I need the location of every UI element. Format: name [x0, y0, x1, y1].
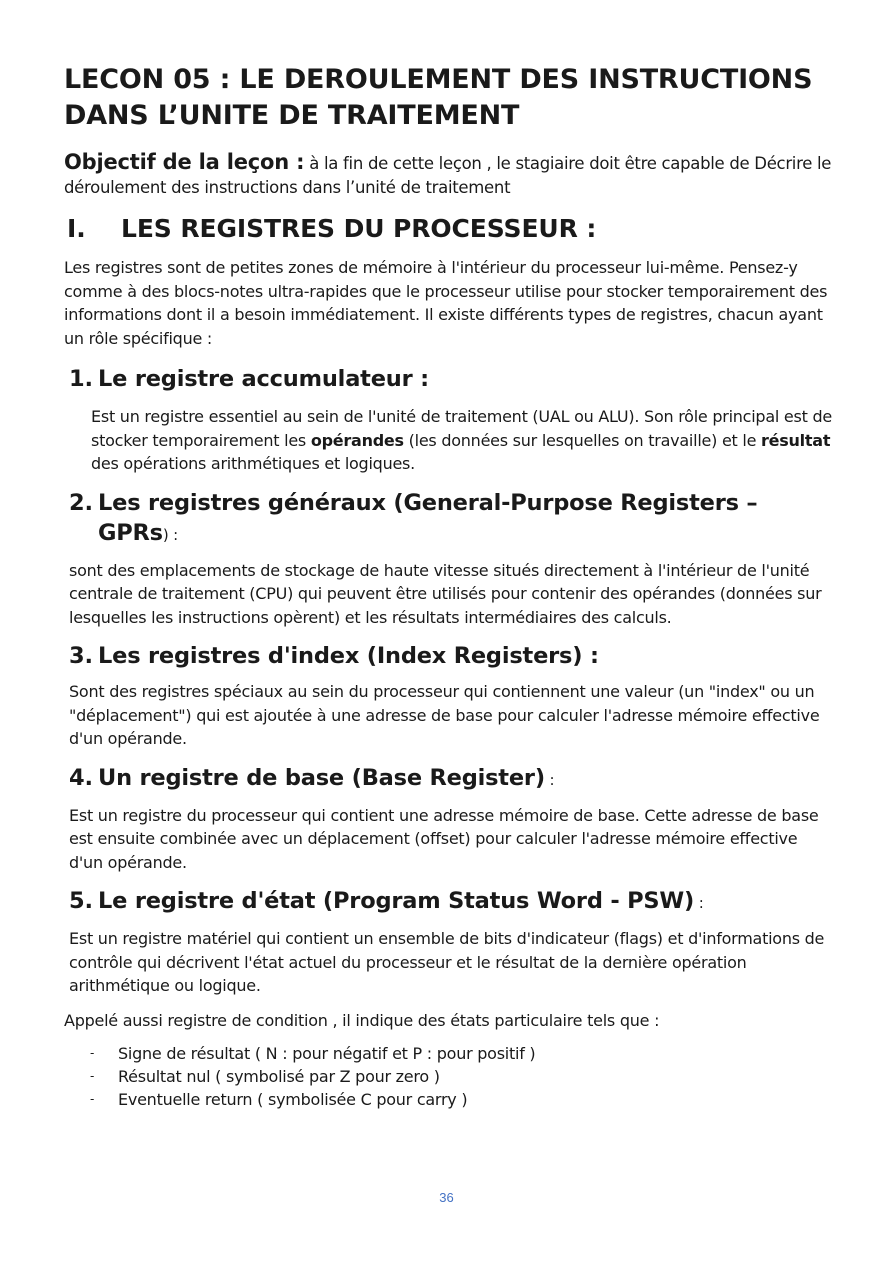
bullet-dash: - — [90, 1046, 95, 1060]
subsection-number: 3. — [69, 643, 93, 669]
subsection-title-text: Les registres généraux (General-Purpose Registers – GPRs — [98, 489, 758, 546]
general-registers-description: sont des emplacements de stockage de haute vitesse situés directement à l'intérieur de l'unité centrale de traitement (CPU) qui peuvent être utilisés pour contenir des opérandes (données sur lesquelles les instructions opèrent) et les résultats intermédiaires des calculs. — [69, 560, 822, 627]
subsection-title-text: Un registre de base (Base Register) — [98, 764, 545, 791]
lesson-objective — [64, 150, 834, 200]
subsection-title-tail: : — [544, 770, 555, 789]
subsection-title — [98, 763, 554, 795]
subsection-heading-base-register — [69, 763, 834, 795]
subsection-title-text: Le registre accumulateur : — [98, 366, 429, 392]
status-flags-list — [90, 1042, 834, 1111]
subsection-title — [98, 488, 834, 550]
status-register-description: Est un registre matériel qui contient un ensemble de bits d'indicateur (flags) et d'informations de contrôle qui décrivent l'état actuel du processeur et le résultat de la dernière opération arithmétique ou logique. — [69, 929, 825, 995]
subsection-title-tail: : — [694, 894, 704, 912]
condition-register-text: Appelé aussi registre de condition , il indique des états particulaire tels que : — [64, 1010, 660, 1030]
subsection-heading-status-register — [69, 886, 834, 918]
desc-bold-term: résultat — [761, 430, 831, 450]
list-item — [90, 1042, 834, 1065]
subsection-title — [98, 364, 429, 394]
subsection-heading-general-registers — [69, 488, 834, 550]
subsection-heading-accumulator — [69, 364, 834, 394]
section-title: LES REGISTRES DU PROCESSEUR : — [121, 214, 597, 243]
section-number: I. — [67, 214, 86, 243]
subsection-number: 5. — [69, 888, 93, 914]
subsection-number: 1. — [69, 366, 93, 392]
page-number: 36 — [439, 1190, 454, 1205]
subsection-heading-index-registers — [69, 641, 834, 671]
lesson-title-line1: LECON 05 : LE DEROULEMENT DES INSTRUCTIONS — [64, 64, 813, 95]
lesson-title — [64, 62, 834, 134]
desc-bold-term: opérandes — [310, 430, 404, 450]
subsection-number: 4. — [69, 764, 93, 791]
document-page — [64, 62, 834, 1111]
list-item-text: Eventuelle return ( symbolisée C pour carry ) — [118, 1090, 468, 1109]
subsection-number: 2. — [69, 489, 93, 516]
list-item-text: Résultat nul ( symbolisé par Z pour zero ) — [118, 1067, 440, 1086]
objective-label: Objectif de la leçon : — [64, 150, 305, 174]
list-item — [90, 1065, 834, 1088]
subsection-title-text: Le registre d'état (Program Status Word - PSW) — [98, 888, 695, 914]
list-item-text: Signe de résultat ( N : pour négatif et P : pour positif ) — [118, 1044, 536, 1063]
section-heading — [64, 212, 834, 246]
subsection-title-text: Les registres d'index (Index Registers) : — [98, 643, 599, 669]
section-intro: Les registres sont de petites zones de mémoire à l'intérieur du processeur lui-même. Pensez-y comme à des blocs-notes ultra-rapides que le processeur utilise pour stocker temporairement des informations dont il a besoin immédiatement. Il existe différents types de registres, chacun ayant un rôle spécifique : — [64, 258, 828, 348]
objective-text: à la fin de cette leçon , le stagiaire doit être capable de Décrire le déroulement des instructions dans l’unité de traitement — [64, 154, 832, 197]
base-register-description: Est un registre du processeur qui contient une adresse mémoire de base. Cette adresse de base est ensuite combinée avec un déplacement (offset) pour calculer l'adresse mémoire effective d'un opérande. — [69, 805, 819, 872]
accumulator-description — [91, 405, 834, 476]
desc-text: (les données sur lesquelles on travaille) et le — [403, 430, 762, 450]
bullet-dash: - — [90, 1092, 95, 1106]
list-item — [90, 1088, 834, 1111]
subsection-title — [98, 641, 599, 671]
subsection-title-tail: ) : — [162, 525, 178, 544]
index-registers-description: Sont des registres spéciaux au sein du processeur qui contiennent une valeur (un "index" ou un "déplacement") qui est ajoutée à une adresse de base pour calculer l'adresse mémoire effective d'un opérande. — [69, 682, 820, 748]
desc-text: Est un registre essentiel au sein de l'unité de traitement (UAL ou ALU). Son rôle principal est de stocker temporairement les — [91, 407, 832, 450]
desc-text: des opérations arithmétiques et logiques. — [91, 454, 415, 473]
lesson-title-line2: DANS L’UNITE DE TRAITEMENT — [64, 100, 520, 131]
bullet-dash: - — [90, 1069, 95, 1083]
subsection-title — [98, 886, 704, 918]
